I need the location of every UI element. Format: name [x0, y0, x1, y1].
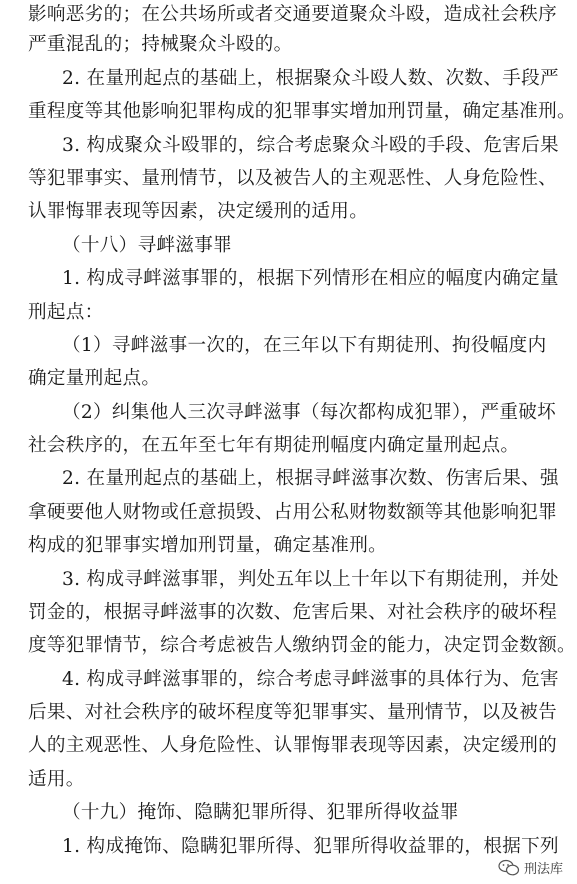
- text-line: 2. 在量刑起点的基础上，根据寻衅滋事次数、伤害后果、强: [62, 468, 559, 489]
- text-line: 罚金的，根据寻衅滋事的次数、危害后果、对社会秩序的破坏程: [28, 602, 558, 623]
- text-line: 认罪悔罪表现等因素，决定缓刑的适用。: [28, 201, 369, 222]
- text-line: 后果、对社会秩序的破坏程度等犯罪事实、量刑情节，以及被告: [28, 702, 558, 723]
- text-line: 1. 构成寻衅滋事罪的，根据下列情形在相应的幅度内确定量: [62, 268, 559, 289]
- text-line: 3. 构成聚众斗殴罪的，综合考虑聚众斗殴的手段、危害后果: [62, 135, 559, 156]
- text-line: 2. 在量刑起点的基础上，根据聚众斗殴人数、次数、手段严: [62, 68, 559, 89]
- text-line: 等犯罪事实、量刑情节，以及被告人的主观恶性、人身危险性、: [28, 168, 558, 189]
- text-line: 确定量刑起点。: [28, 368, 161, 389]
- text-line: （十八）寻衅滋事罪: [62, 235, 233, 256]
- wechat-bubble-icon: [498, 859, 520, 877]
- text-line: 影响恶劣的；在公共场所或者交通要道聚众斗殴，造成社会秩序: [28, 4, 558, 25]
- text-line: 严重混乱的；持械聚众斗殴的。: [28, 34, 293, 55]
- watermark-text: 刑法库: [523, 862, 563, 877]
- text-line: 4. 构成寻衅滋事罪的，综合考虑寻衅滋事的具体行为、危害: [62, 669, 559, 690]
- text-line: 度等犯罪情节，综合考虑被告人缴纳罚金的能力，决定罚金数额。: [28, 635, 576, 656]
- text-line: 刑起点：: [28, 302, 104, 323]
- text-line: 构成的犯罪事实增加刑罚量，确定基准刑。: [28, 535, 387, 556]
- text-line: （2）纠集他人三次寻衅滋事（每次都构成犯罪），严重破坏: [62, 402, 557, 423]
- text-line: 1. 构成掩饰、隐瞒犯罪所得、犯罪所得收益罪的，根据下列: [62, 836, 559, 857]
- watermark: [494, 857, 567, 878]
- text-line: 适用。: [28, 769, 85, 790]
- text-line: 社会秩序的，在五年至七年有期徒刑幅度内确定量刑起点。: [28, 435, 520, 456]
- text-line: 重程度等其他影响犯罪构成的犯罪事实增加刑罚量，确定基准刑。: [28, 101, 576, 122]
- text-line: 3. 构成寻衅滋事罪，判处五年以上十年以下有期徒刑，并处: [62, 569, 559, 590]
- text-line: 拿硬要他人财物或任意损毁、占用公私财物数额等其他影响犯罪: [28, 502, 558, 523]
- text-line: （1）寻衅滋事一次的，在三年以下有期徒刑、拘役幅度内: [62, 335, 547, 356]
- text-line: 人的主观恶性、人身危险性、认罪悔罪表现等因素，决定缓刑的: [28, 735, 558, 756]
- text-line: （十九）掩饰、隐瞒犯罪所得、犯罪所得收益罪: [62, 802, 459, 823]
